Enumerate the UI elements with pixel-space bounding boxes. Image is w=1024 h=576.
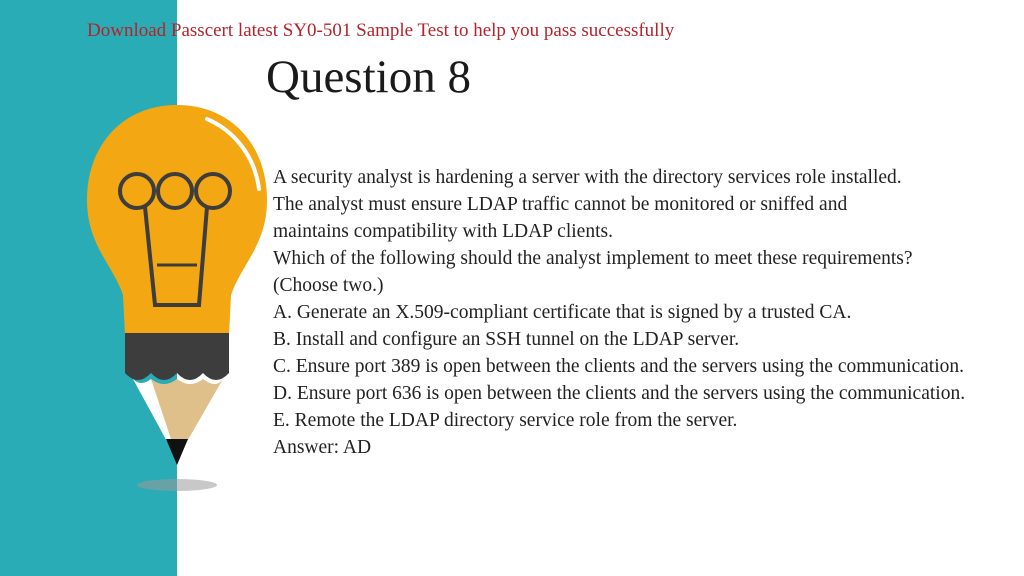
- question-line: A security analyst is hardening a server with the directory services role installed.: [273, 167, 902, 188]
- answer-line: Answer: AD: [273, 437, 372, 458]
- question-line: maintains compatibility with LDAP clients.: [273, 221, 613, 242]
- option-b: B. Install and configure an SSH tunnel on the LDAP server.: [273, 329, 740, 350]
- question-body: [273, 164, 1013, 461]
- option-c: C. Ensure port 389 is open between the clients and the servers using the communication.: [273, 356, 965, 377]
- option-a: A. Generate an X.509-compliant certificate that is signed by a trusted CA.: [273, 302, 852, 323]
- question-line: (Choose two.): [273, 275, 384, 296]
- question-line: The analyst must ensure LDAP traffic cannot be monitored or sniffed and: [273, 194, 848, 215]
- header-banner-text: Download Passcert latest SY0-501 Sample Test to help you pass successfully: [87, 20, 675, 41]
- question-line: Which of the following should the analyst implement to meet these requirements?: [273, 248, 913, 269]
- slide-title: Question 8: [266, 51, 471, 103]
- lightbulb-pencil-icon: [85, 105, 285, 505]
- option-e: E. Remote the LDAP directory service role from the server.: [273, 410, 738, 431]
- option-d: D. Ensure port 636 is open between the clients and the servers using the communication.: [273, 383, 966, 404]
